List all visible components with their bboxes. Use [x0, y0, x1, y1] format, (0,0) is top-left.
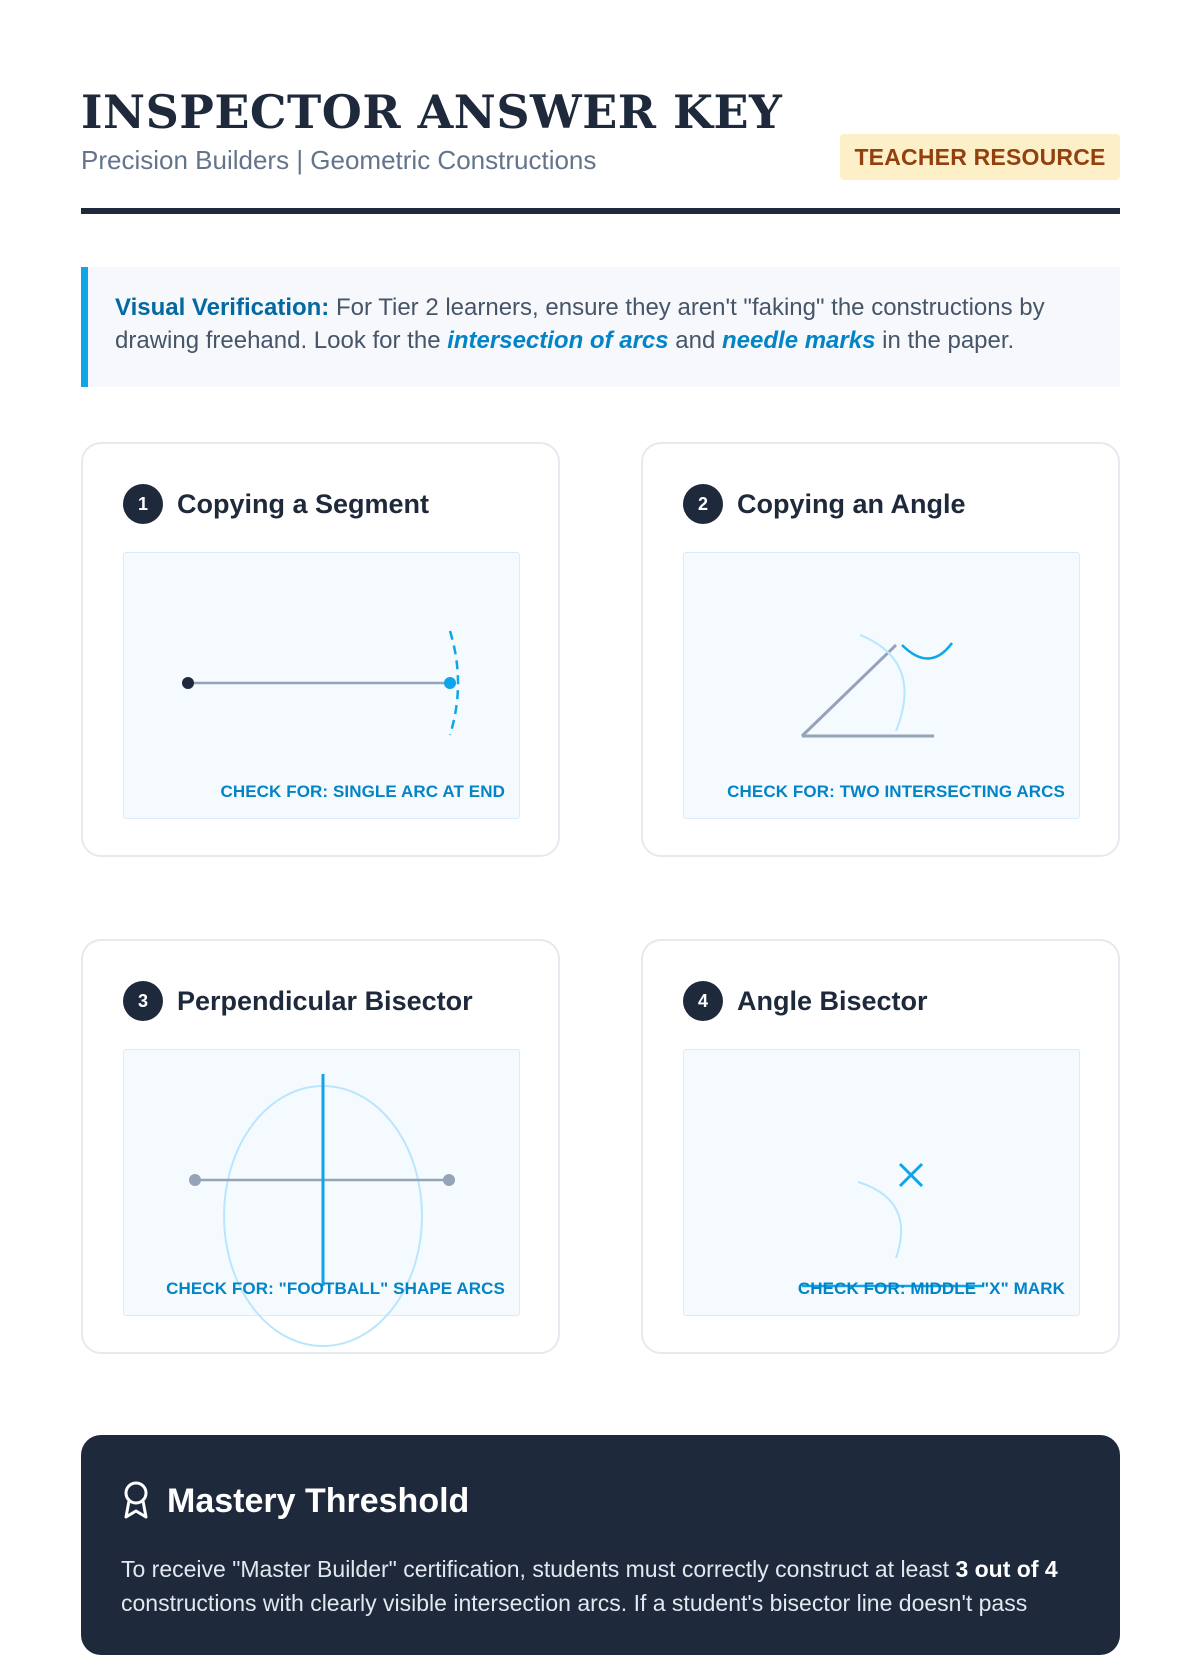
segment-endpoint	[443, 1174, 455, 1186]
card-title: Copying a Segment	[177, 488, 430, 519]
callout-emphasis-needle: needle marks	[722, 327, 876, 354]
check-for-label: CHECK FOR: "FOOTBALL" SHAPE ARCS	[166, 1279, 505, 1298]
angle-bisector-svg	[684, 1050, 1081, 1317]
step-number-badge: 1	[123, 484, 163, 524]
mastery-description	[121, 1552, 1081, 1620]
card-copying-segment	[81, 442, 560, 857]
check-for-label: CHECK FOR: SINGLE ARC AT END	[220, 782, 505, 801]
perpendicular-bisector-svg	[124, 1050, 521, 1317]
step-number-badge: 2	[683, 484, 723, 524]
callout-lead: Visual Verification:	[115, 294, 330, 321]
angle-side-ray	[802, 645, 896, 736]
card-title: Angle Bisector	[737, 985, 928, 1016]
construction-diagram	[683, 552, 1080, 819]
mastery-requirement: 3 out of 4	[955, 1556, 1058, 1582]
page-subtitle: Precision Builders | Geometric Constructions	[81, 145, 597, 175]
card-header	[683, 981, 928, 1021]
teacher-resource-badge: TEACHER RESOURCE	[840, 134, 1120, 180]
construction-diagram	[123, 552, 520, 819]
card-angle-bisector	[641, 939, 1120, 1354]
angle-arc	[858, 1182, 901, 1258]
segment-start-point	[182, 677, 194, 689]
check-for-label: CHECK FOR: MIDDLE "X" MARK	[797, 1279, 1065, 1298]
card-copying-angle	[641, 442, 1120, 857]
card-header	[123, 484, 429, 524]
callout-text: and	[668, 327, 723, 354]
segment-copy-svg	[124, 553, 521, 820]
construction-diagram	[683, 1049, 1080, 1316]
angle-copy-svg	[684, 553, 1081, 820]
mastery-header	[121, 1479, 469, 1524]
card-title: Perpendicular Bisector	[177, 985, 473, 1016]
mastery-text: constructions with clearly visible intersection arcs. If a student's bisector line doesn't pass	[121, 1590, 1028, 1616]
award-ribbon-icon	[121, 1479, 151, 1524]
page-title: INSPECTOR ANSWER KEY	[81, 85, 783, 139]
reference-arc	[860, 635, 905, 731]
mastery-text: To receive "Master Builder" certification, students must correctly construct at least	[121, 1556, 956, 1582]
callout-text: For Tier 2 learners, ensure they aren't "faking" the constructions by drawing freehand. Look for the	[115, 294, 1045, 354]
card-perpendicular-bisector	[81, 939, 560, 1354]
card-header	[683, 484, 966, 524]
mastery-threshold-panel	[81, 1435, 1120, 1655]
callout-emphasis-arcs: intersection of arcs	[447, 327, 669, 354]
card-title: Copying an Angle	[737, 488, 966, 519]
visual-verification-callout	[81, 267, 1120, 387]
mastery-title: Mastery Threshold	[167, 1482, 470, 1520]
card-header	[123, 981, 473, 1021]
step-number-badge: 3	[123, 981, 163, 1021]
intersecting-arc	[902, 643, 952, 659]
construction-diagram	[123, 1049, 520, 1316]
segment-end-point	[444, 677, 456, 689]
segment-endpoint	[189, 1174, 201, 1186]
callout-text: in the paper.	[875, 327, 1015, 354]
check-for-label: CHECK FOR: TWO INTERSECTING ARCS	[727, 782, 1065, 801]
step-number-badge: 4	[683, 981, 723, 1021]
header-divider	[81, 208, 1120, 214]
